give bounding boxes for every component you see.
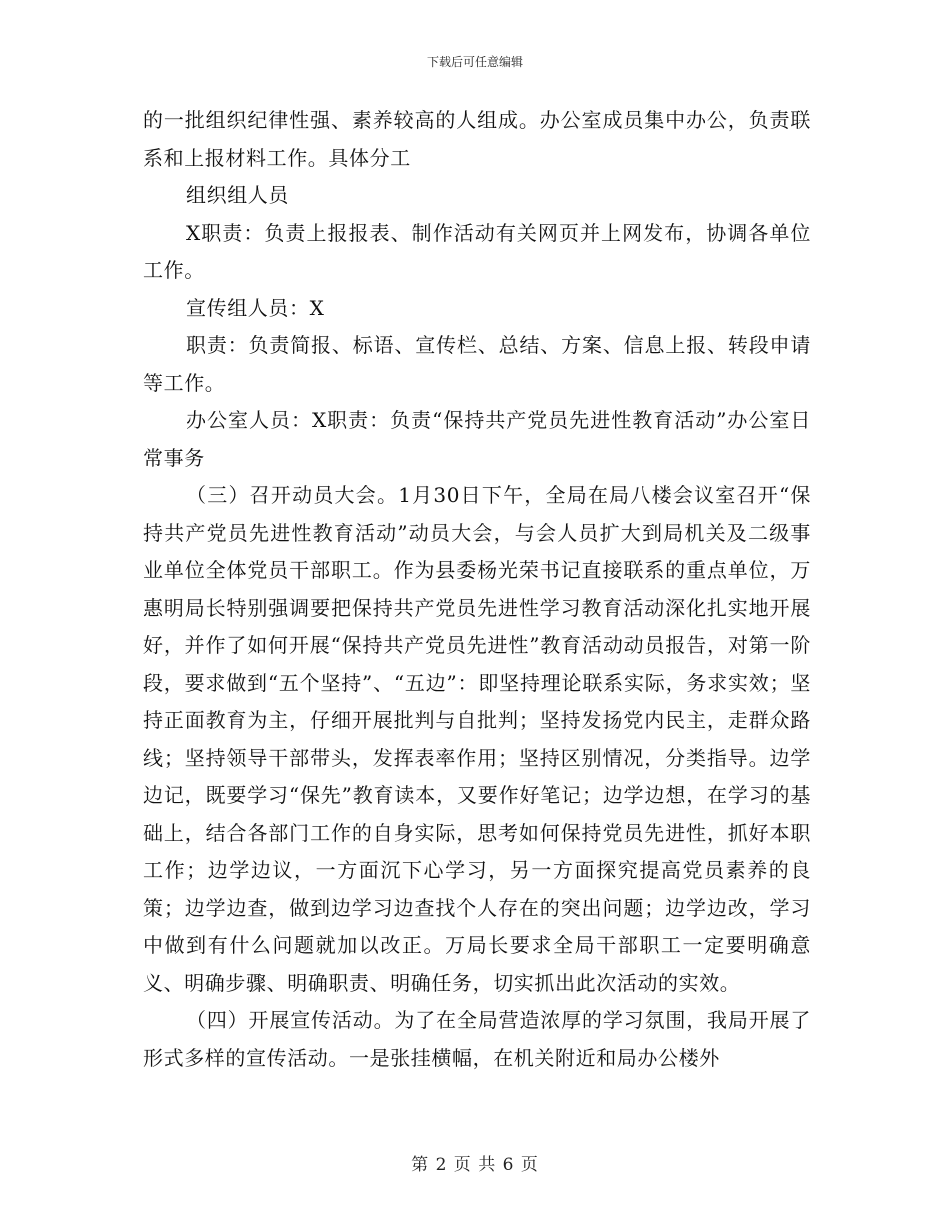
paragraph: 组织组人员 <box>186 183 289 207</box>
page-header: 下载后可任意编辑 <box>426 55 523 69</box>
paragraph: X职责：负责上报报表、制作活动有关网页并上网发布，协调各单位工作。 <box>143 220 811 282</box>
paragraph: （四）开展宣传活动。为了在全局营造浓厚的学习氛围，我局开展了形式多样的宣传活动。一是张挂横幅，在机关附近和局办公楼外 <box>143 1008 811 1070</box>
paragraph: 职责：负责简报、标语、宣传栏、总结、方案、信息上报、转段申请等工作。 <box>143 333 811 395</box>
paragraph: 办公室人员：X职责：负责“保持共产党员先进性教育活动”办公室日常事务 <box>143 408 811 470</box>
paragraph: （三）召开动员大会。1月30日下午，全局在局八楼会议室召开“保持共产党员先进性教育活动”动员大会，与会人员扩大到局机关及二级事业单位全体党员干部职工。作为县委杨光荣书记直接联系的重点单位，万惠明局长特别强调要把保持共产党员先进性学习教育活动深化扎实地开展好，并作了如何开展“保持共产党员先进性”教育活动动员报告，对第一阶段，要求做到“五个坚持”、“五边”：即坚持理论联系实际，务求实效；坚持正面教育为主，仔细开展批判与自批判；坚持发扬党内民主，走群众路线；坚持领导干部带头，发挥表率作用；坚持区别情况，分类指导。边学边记，既要学习“保先”教育读本，又要作好笔记；边学边想，在学习的基础上，结合各部门工作的自身实际，思考如何保持党员先进性，抓好本职工作；边学边议，一方面沉下心学习，另一方面探究提高党员素养的良策；边学边查，做到边学习边查找个人存在的突出问题；边学边改，学习中做到有什么问题就加以改正。万局长要求全局干部职工一定要明确意义、明确步骤、明确职责、明确任务，切实抓出此次活动的实效。 <box>143 483 811 995</box>
document-body <box>143 102 811 1077</box>
paragraph: 宣传组人员：X <box>186 295 325 320</box>
page-number-footer: 第 2 页 共 6 页 <box>411 1155 539 1175</box>
paragraph: 的一批组织纪律性强、素养较高的人组成。办公室成员集中办公，负责联系和上报材料工作。具体分工 <box>143 108 811 170</box>
